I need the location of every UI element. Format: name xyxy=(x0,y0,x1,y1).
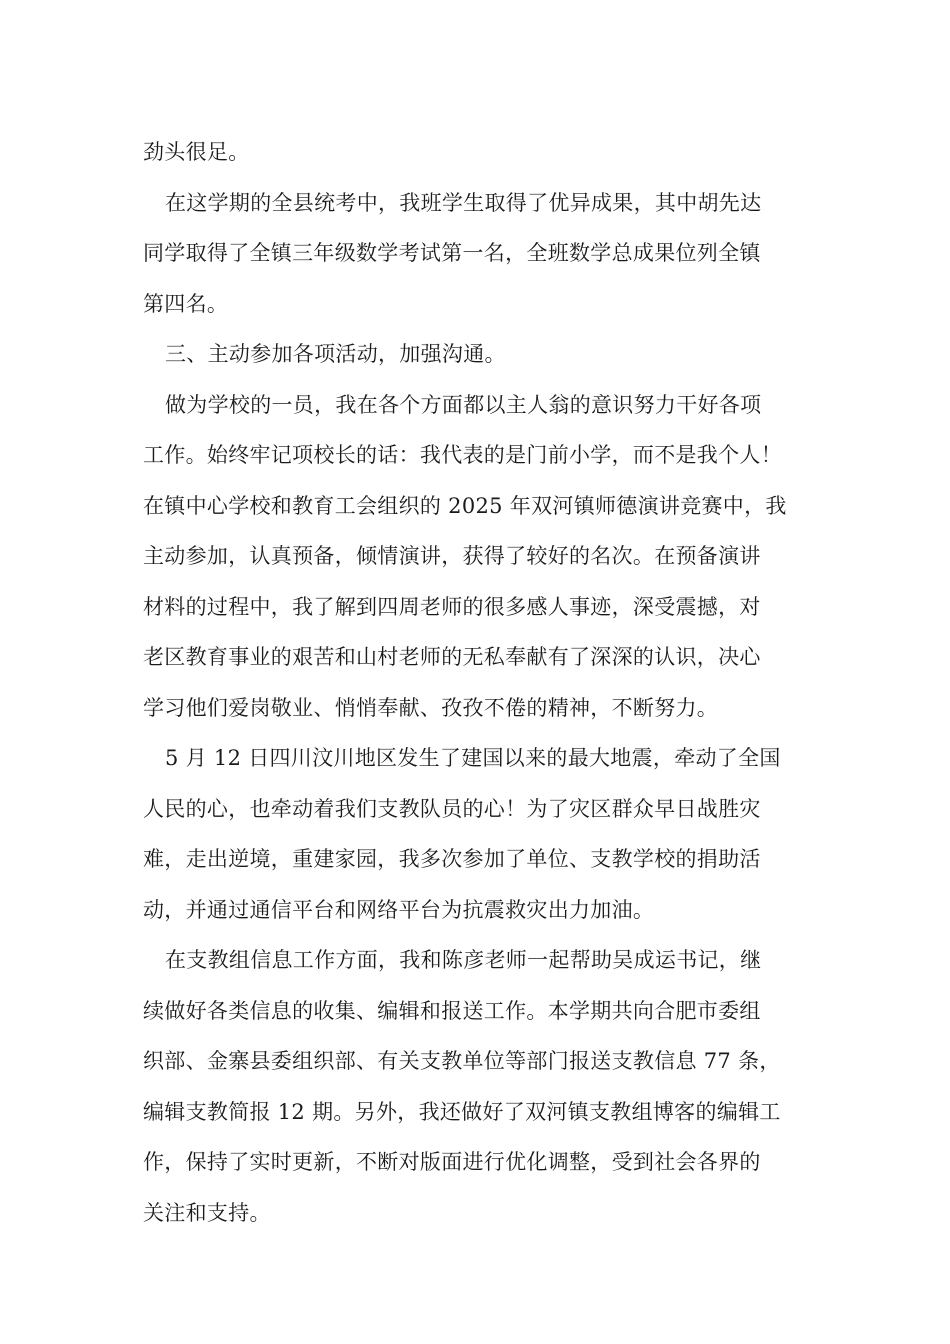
text-line: 织部、金寨县委组织部、有关支教单位等部门报送支教信息 77 条， xyxy=(143,1049,781,1073)
text-line: 5 月 12 日四川汶川地区发生了建国以来的最大地震，牵动了全国 xyxy=(165,746,781,770)
text-line: 同学取得了全镇三年级数学考试第一名，全班数学总成果位列全镇 xyxy=(143,241,761,265)
text-line: 老区教育事业的艰苦和山村老师的无私奉献有了深深的认识，决心 xyxy=(143,645,761,669)
text-line: 材料的过程中，我了解到四周老师的很多感人事迹，深受震撼，对 xyxy=(143,594,761,619)
text-line: 关注和支持。 xyxy=(143,1200,271,1225)
paragraph-4 xyxy=(143,380,813,734)
paragraph-6 xyxy=(143,935,813,1238)
text-line: 第四名。 xyxy=(143,291,229,316)
document-body xyxy=(143,127,813,1238)
text-line: 在这学期的全县统考中，我班学生取得了优异成果，其中胡先达 xyxy=(165,190,762,215)
text-line: 人民的心，也牵动着我们支教队员的心！为了灾区群众早日战胜灾 xyxy=(143,796,761,821)
text-line: 学习他们爱岗敬业、悄悄奉献、孜孜不倦的精神，不断努力。 xyxy=(143,695,719,720)
text-line: 动，并通过通信平台和网络平台为抗震救灾出力加油。 xyxy=(143,897,655,922)
text-line: 难，走出逆境，重建家园，我多次参加了单位、支教学校的捐助活 xyxy=(143,847,761,871)
text-line: 在镇中心学校和教育工会组织的 2025 年双河镇师德演讲竞赛中，我 xyxy=(143,493,787,518)
text-line: 在支教组信息工作方面，我和陈彦老师一起帮助吴成运书记，继 xyxy=(165,948,762,972)
paragraph-5 xyxy=(143,733,813,935)
paragraph-2 xyxy=(143,178,813,330)
text-line: 续做好各类信息的收集、编辑和报送工作。本学期共向合肥市委组 xyxy=(143,998,761,1023)
text-line: 主动参加，认真预备，倾情演讲，获得了较好的名次。在预备演讲 xyxy=(143,544,761,568)
text-line: 编辑支教简报 12 期。另外，我还做好了双河镇支教组博客的编辑工 xyxy=(143,1099,781,1124)
text-line: 工作。始终牢记项校长的话：我代表的是门前小学，而不是我个人！ xyxy=(143,443,782,467)
text-line: 作，保持了实时更新，不断对版面进行优化调整，受到社会各界的 xyxy=(143,1150,761,1174)
text-line: 做为学校的一员，我在各个方面都以主人翁的意识努力干好各项 xyxy=(165,392,762,417)
heading-line: 三、主动参加各项活动，加强沟通。 xyxy=(165,342,506,366)
text-line: 劲头很足。 xyxy=(143,140,250,164)
paragraph-1 xyxy=(143,127,813,178)
section-heading xyxy=(143,329,813,380)
